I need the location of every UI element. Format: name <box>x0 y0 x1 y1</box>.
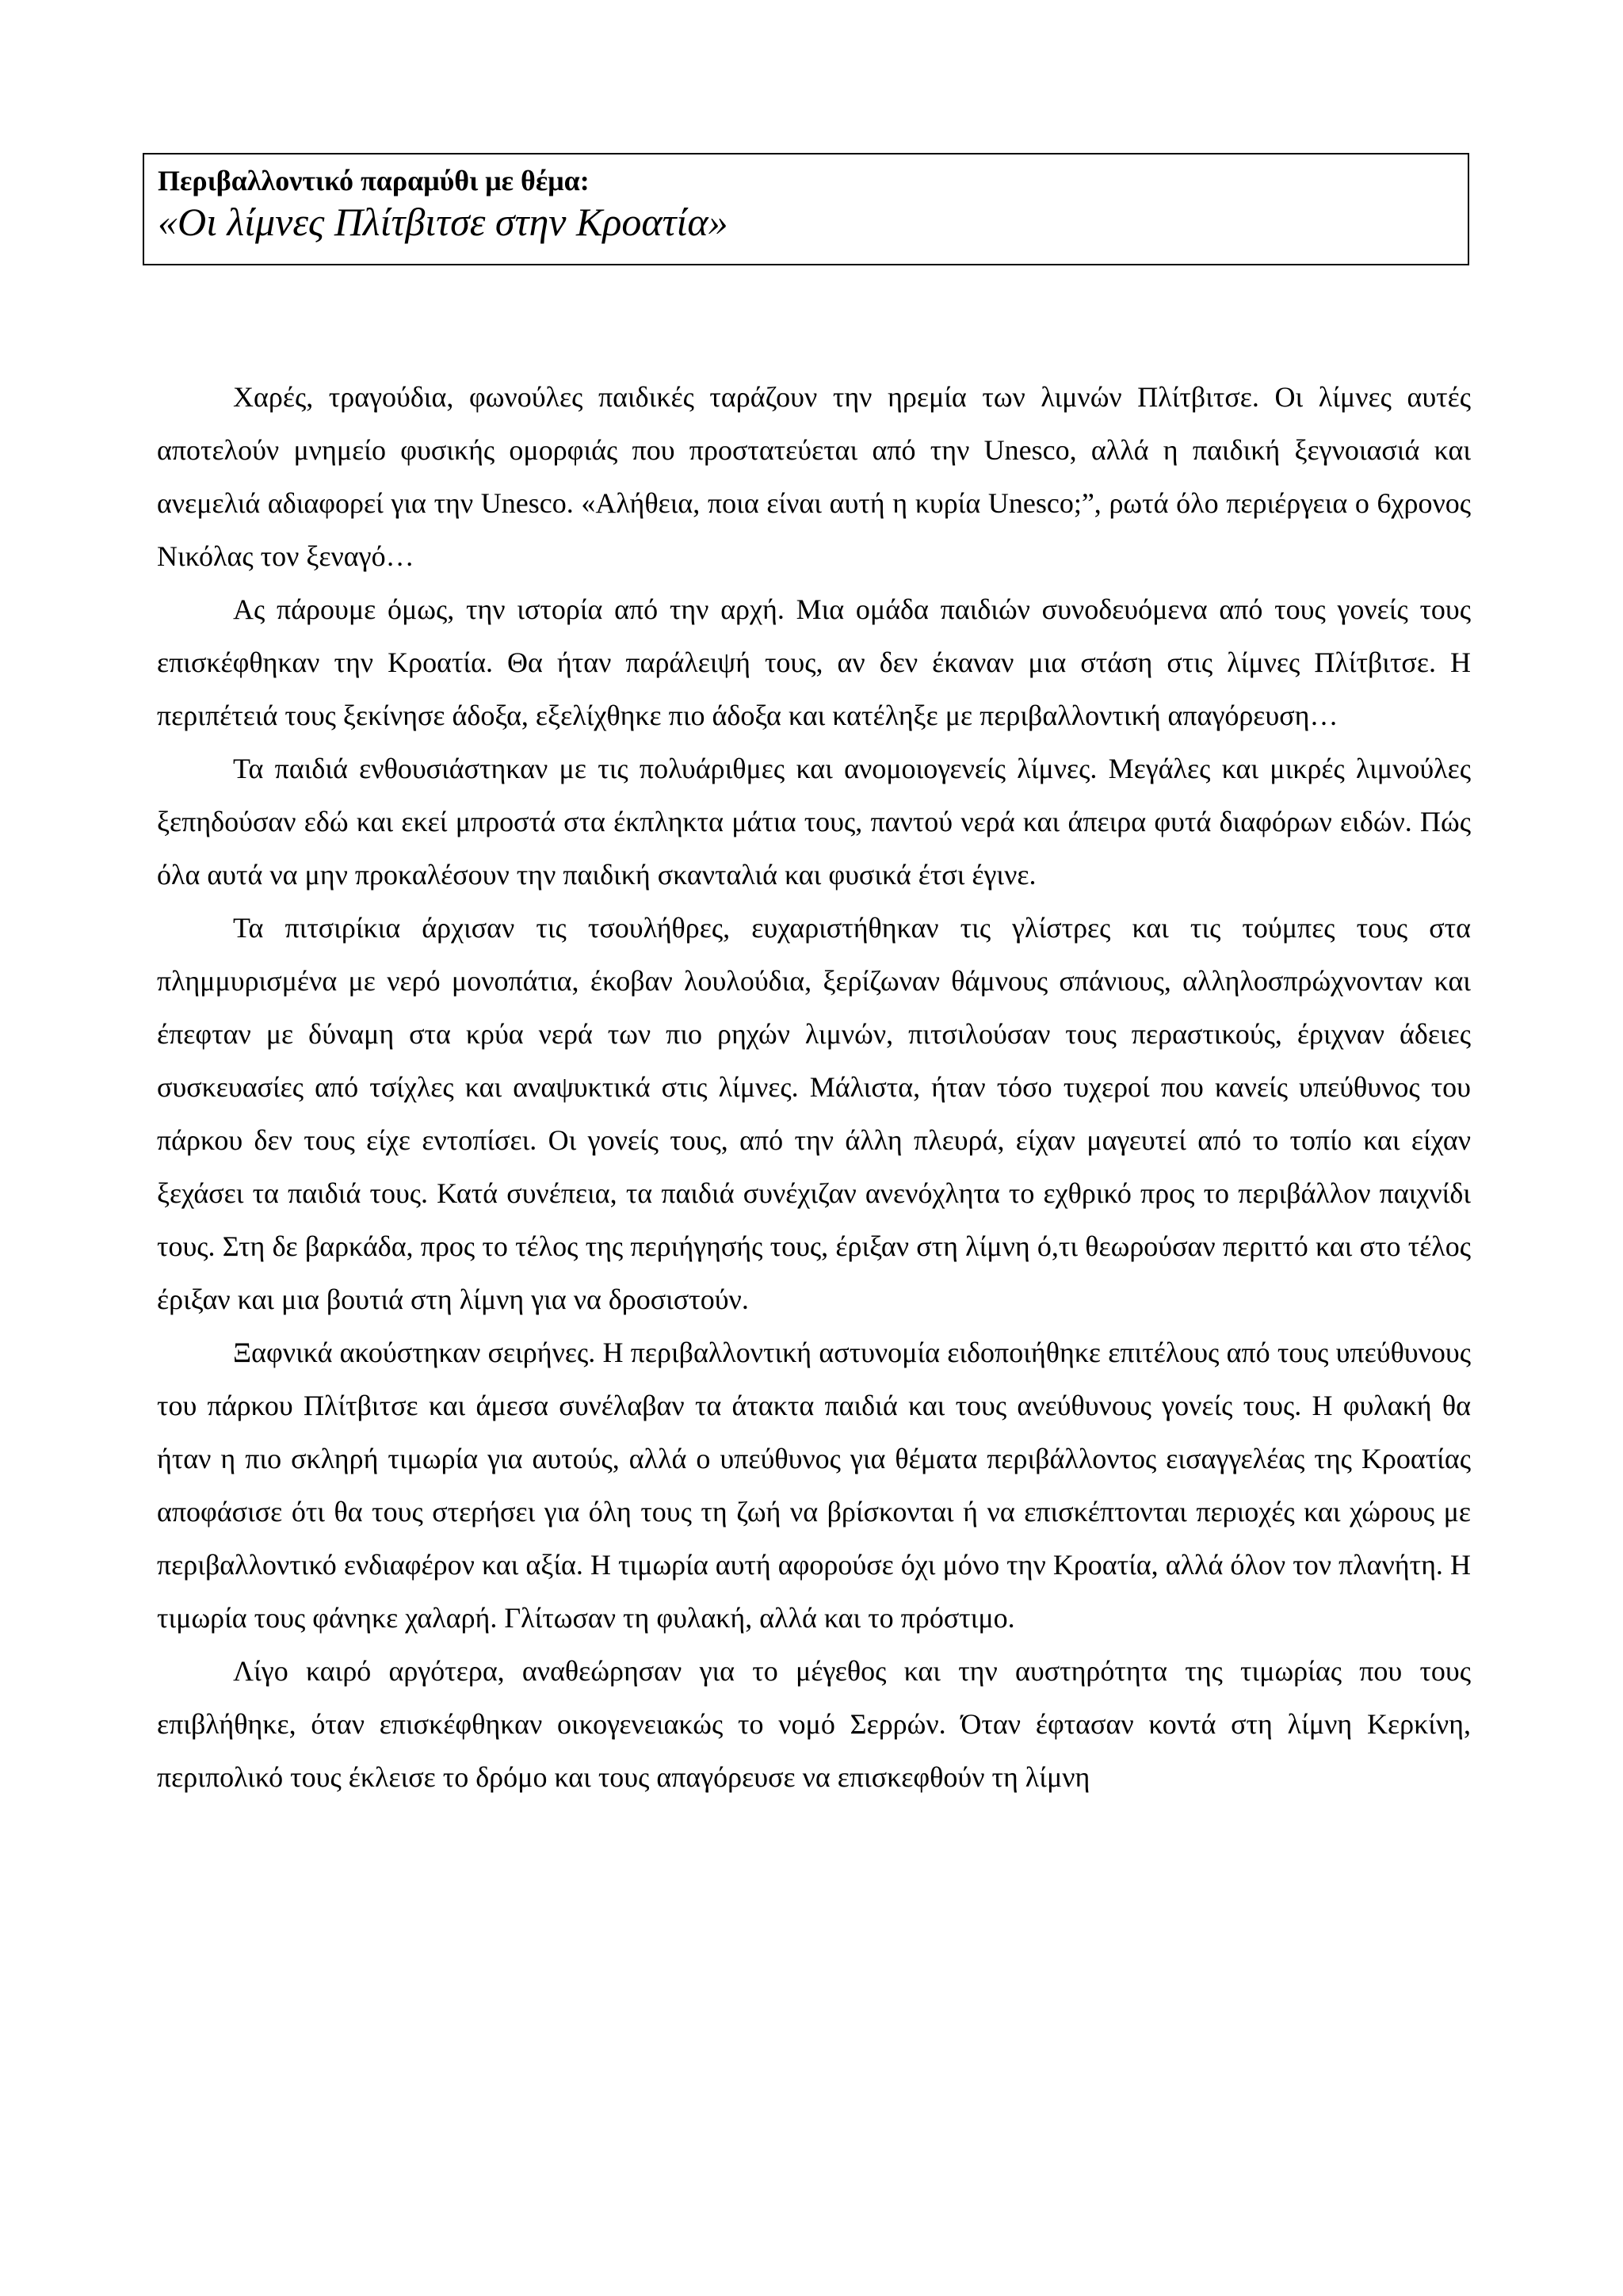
paragraph-4: Τα πιτσιρίκια άρχισαν τις τσουλήθρες, ευχαριστήθηκαν τις γλίστρες και τις τούμπες τους στα πλημμυρισμένα με νερό μονοπάτια, έκοβαν λουλούδια, ξερίζωναν θάμνους σπάνιους, αλληλοσπρώχνονταν και έπεφταν με δύναμη στα κρύα νερά των πιο ρηχών λιμνών, πιτσιλούσαν τους περαστικούς, έριχναν άδειες συσκευασίες από τσίχλες και αναψυκτικά στις λίμνες. Μάλιστα, ήταν τόσο τυχεροί που κανείς υπεύθυνος του πάρκου δεν τους είχε εντοπίσει. Οι γονείς τους, από την άλλη πλευρά, είχαν μαγευτεί από το τοπίο και είχαν ξεχάσει τα παιδιά τους. Κατά συνέπεια, τα παιδιά συνέχιζαν ανενόχλητα το εχθρικό προς το περιβάλλον παιχνίδι τους. Στη δε βαρκάδα, προς το τέλος της περιήγησής τους, έριξαν στη λίμνη ό,τι θεωρούσαν περιττό και στο τέλος έριξαν και μια βουτιά στη λίμνη για να δροσιστούν. <box>157 912 1471 1315</box>
paragraph-1: Χαρές, τραγούδια, φωνούλες παιδικές ταράζουν την ηρεμία των λιμνών Πλίτβιτσε. Οι λίμνες αυτές αποτελούν μνημείο φυσικής ομορφιάς που προστατεύεται από την Unesco, αλλά η παιδική ξεγνοιασιά και ανεμελιά αδιαφορεί για την Unesco. «Αλήθεια, ποια είναι αυτή η κυρία Unesco;”, ρωτά όλο περιέργεια ο 6χρονος Νικόλας τον ξεναγό… <box>157 381 1471 572</box>
paragraph-5: Ξαφνικά ακούστηκαν σειρήνες. Η περιβαλλοντική αστυνομία ειδοποιήθηκε επιτέλους από τους υπεύθυνους του πάρκου Πλίτβιτσε και άμεσα συνέλαβαν τα άτακτα παιδιά και τους ανεύθυνους γονείς τους. Η φυλακή θα ήταν η πιο σκληρή τιμωρία για αυτούς, αλλά ο υπεύθυνος για θέματα περιβάλλοντος εισαγγελέας της Κροατίας αποφάσισε ότι θα τους στερήσει για όλη τους τη ζωή να βρίσκονται ή να επισκέπτονται περιοχές και χώρους με περιβαλλοντικό ενδιαφέρον και αξία. Η τιμωρία αυτή αφορούσε όχι μόνο την Κροατία, αλλά όλον τον πλανήτη. Η τιμωρία τους φάνηκε χαλαρή. Γλίτωσαν τη φυλακή, αλλά και το πρόστιμο. <box>157 1337 1471 1634</box>
title-label: Περιβαλλοντικό παραμύθι με θέμα: <box>158 165 590 196</box>
paragraph-3: Τα παιδιά ενθουσιάστηκαν με τις πολυάριθμες και ανομοιογενείς λίμνες. Μεγάλες και μικρές λιμνούλες ξεπηδούσαν εδώ και εκεί μπροστά στα έκπληκτα μάτια τους, παντού νερά και άπειρα φυτά διαφόρων ειδών. Πώς όλα αυτά να μην προκαλέσουν την παιδική σκανταλιά και φυσικά έτσι έγινε. <box>157 753 1471 891</box>
story-body <box>157 371 1471 1804</box>
paragraph-2: Ας πάρουμε όμως, την ιστορία από την αρχή. Μια ομάδα παιδιών συνοδευόμενα από τους γονείς τους επισκέφθηκαν την Κροατία. Θα ήταν παράλειψή τους, αν δεν έκαναν μια στάση στις λίμνες Πλίτβιτσε. Η περιπέτειά τους ξεκίνησε άδοξα, εξελίχθηκε πιο άδοξα και κατέληξε με περιβαλλοντική απαγόρευση… <box>157 593 1471 731</box>
title-box <box>143 153 1469 265</box>
page-title: «Οι λίμνες Πλίτβιτσε στην Κροατία» <box>158 200 728 244</box>
paragraph-6: Λίγο καιρό αργότερα, αναθεώρησαν για το μέγεθος και την αυστηρότητα της τιμωρίας που τους επιβλήθηκε, όταν επισκέφθηκαν οικογενειακώς το νομό Σερρών. Όταν έφτασαν κοντά στη λίμνη Κερκίνη, περιπολικό τους έκλεισε το δρόμο και τους απαγόρευσε να επισκεφθούν τη λίμνη <box>157 1655 1471 1793</box>
